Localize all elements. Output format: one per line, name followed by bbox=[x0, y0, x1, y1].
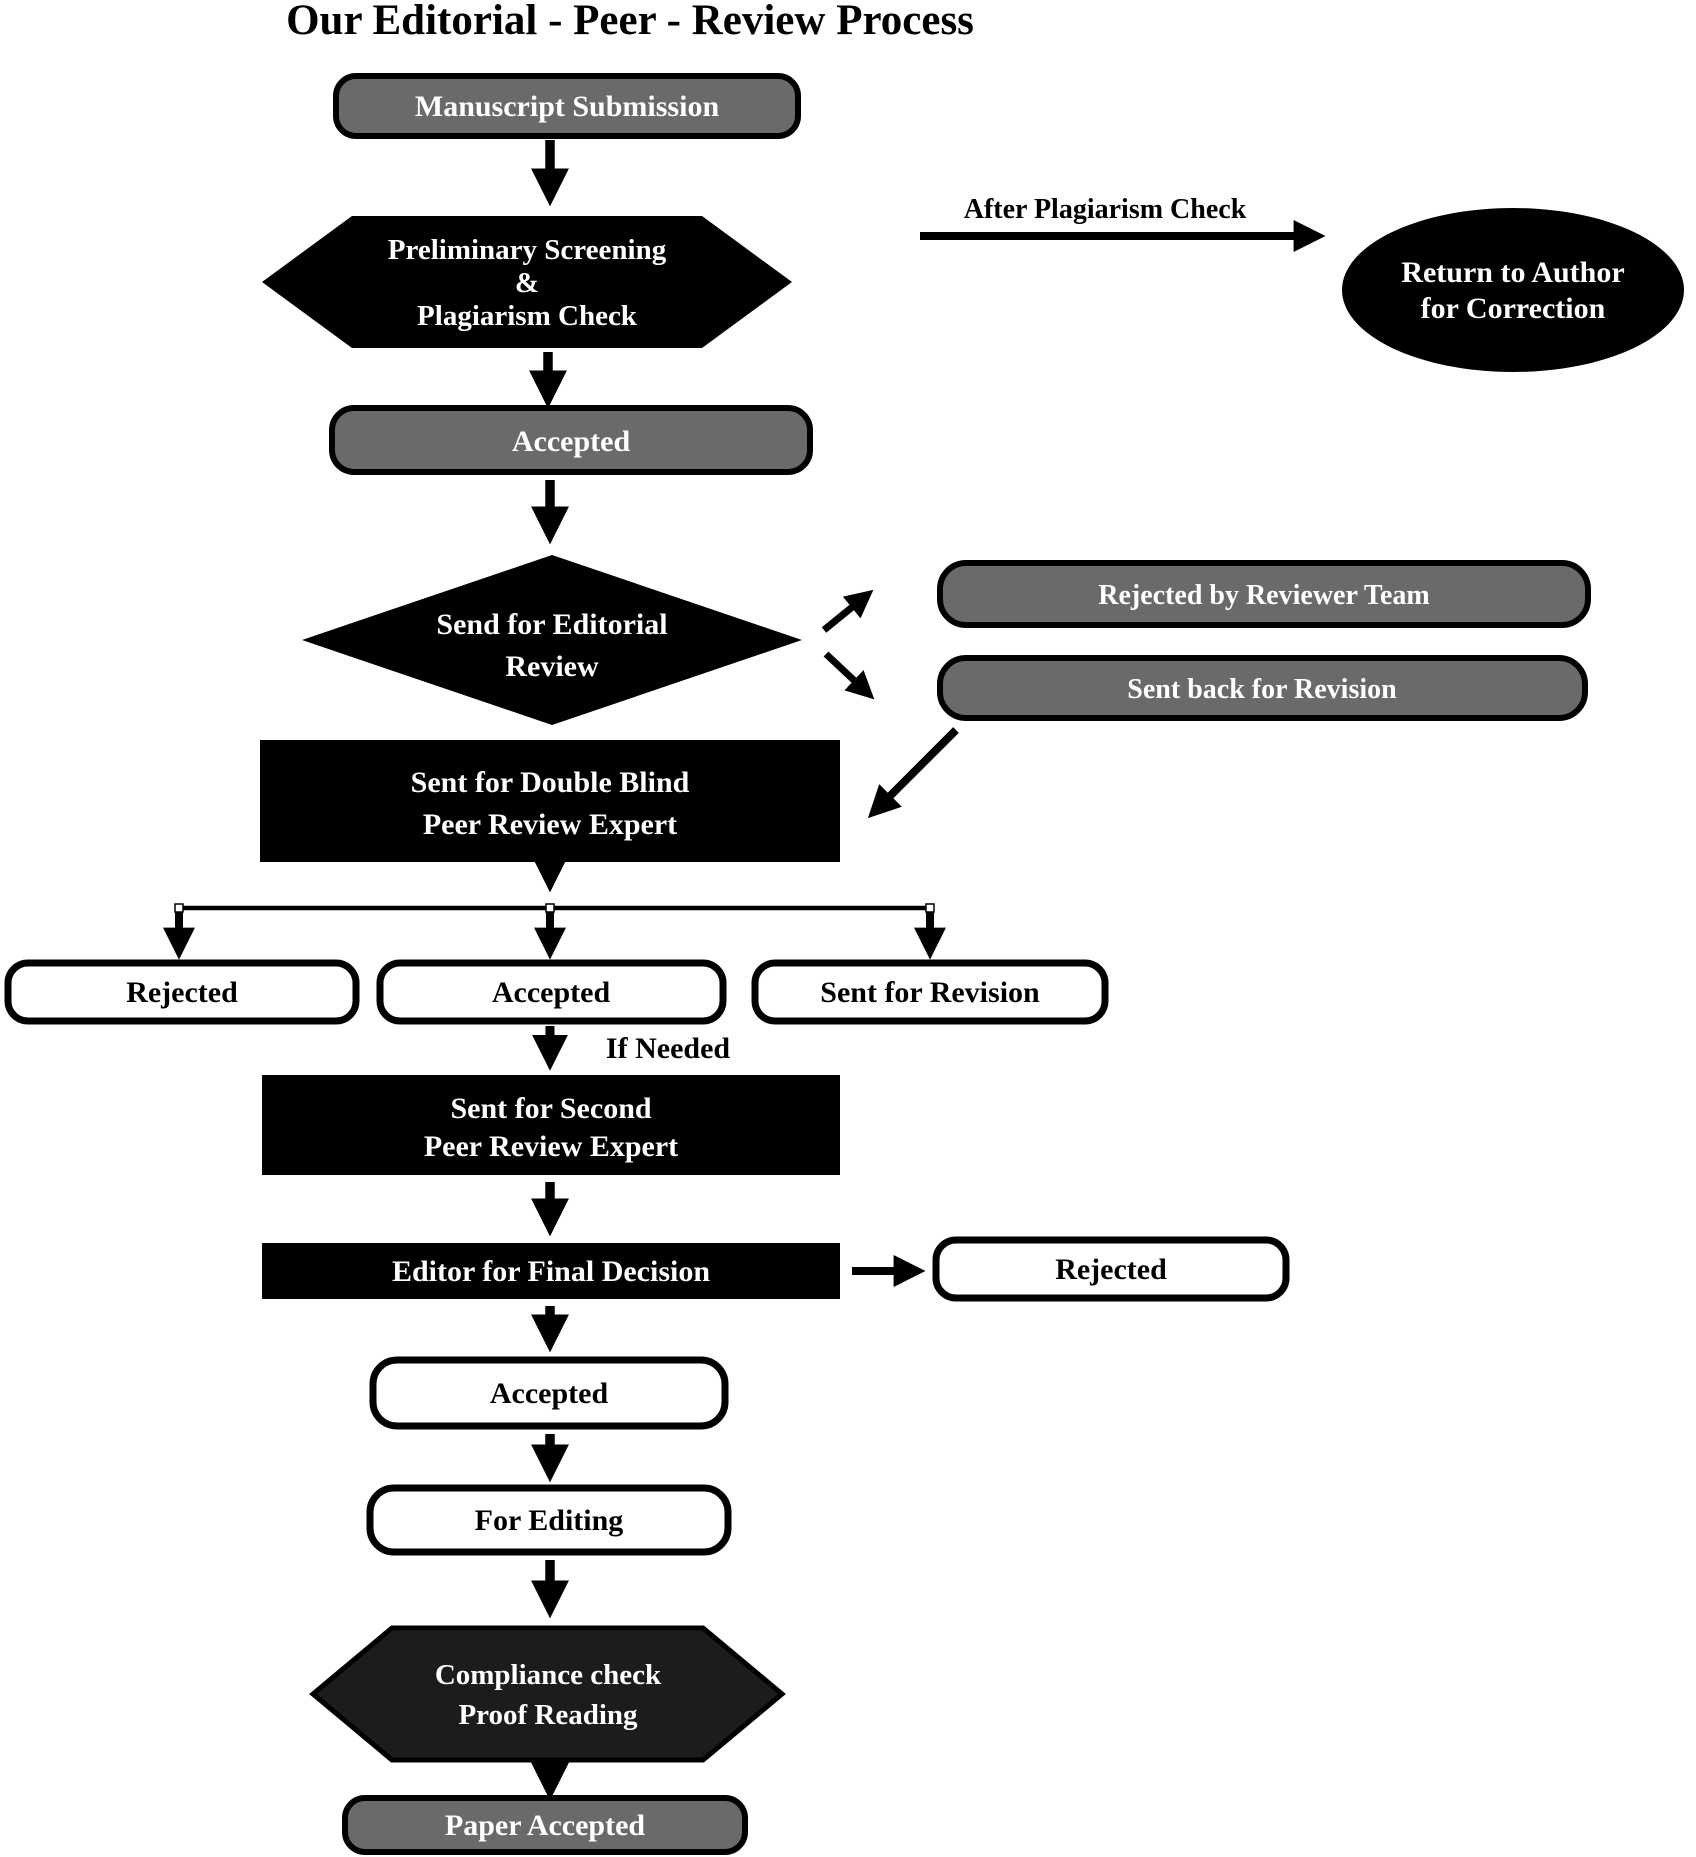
rejected-peer-label: Rejected bbox=[126, 976, 238, 1009]
double-blind-line2: Peer Review Expert bbox=[422, 808, 678, 841]
node-rejected-after-peer-review bbox=[8, 963, 356, 1021]
sent-for-revision-label: Sent for Revision bbox=[820, 976, 1040, 1009]
node-rejected-final bbox=[936, 1240, 1286, 1298]
node-manuscript-submission bbox=[336, 76, 798, 136]
rejected-by-reviewer-team-label: Rejected by Reviewer Team bbox=[1098, 580, 1430, 611]
second-peer-review-line1: Sent for Second bbox=[450, 1092, 652, 1125]
return-to-author-line1: Return to Author bbox=[1401, 256, 1625, 289]
editorial-review-line1: Send for Editorial bbox=[436, 608, 668, 641]
preliminary-screening-line1: Preliminary Screening bbox=[387, 234, 667, 266]
node-accepted-final bbox=[373, 1360, 725, 1426]
rejected-final-label: Rejected bbox=[1055, 1253, 1167, 1286]
after-plagiarism-check-label: After Plagiarism Check bbox=[963, 194, 1247, 225]
accepted-screening-label: Accepted bbox=[511, 425, 631, 458]
compliance-check-hexagon bbox=[313, 1628, 782, 1760]
preliminary-screening-line3: Plagiarism Check bbox=[417, 300, 637, 332]
accepted-peer-label: Accepted bbox=[491, 976, 611, 1009]
paper-accepted-label: Paper Accepted bbox=[444, 1809, 646, 1842]
second-peer-review-line2: Peer Review Expert bbox=[423, 1130, 679, 1163]
manuscript-submission-label: Manuscript Submission bbox=[414, 90, 720, 123]
double-blind-box bbox=[260, 740, 840, 862]
accepted-final-label: Accepted bbox=[489, 1377, 609, 1410]
arrow-diamond-to-rejected-team bbox=[824, 604, 856, 630]
split-anchor-left bbox=[175, 904, 183, 912]
editor-final-decision-label: Editor for Final Decision bbox=[391, 1255, 711, 1288]
sent-back-for-revision-label: Sent back for Revision bbox=[1127, 674, 1397, 705]
node-return-to-author bbox=[1342, 208, 1684, 372]
arrow-sent-back-to-double-blind bbox=[886, 730, 956, 800]
editorial-review-line2: Review bbox=[505, 650, 599, 683]
preliminary-screening-line2: & bbox=[514, 267, 540, 299]
node-double-blind-peer-review bbox=[260, 740, 840, 862]
node-send-for-editorial-review bbox=[302, 555, 802, 725]
node-preliminary-screening bbox=[262, 216, 792, 348]
arrow-diamond-to-sent-back bbox=[826, 654, 858, 684]
split-anchor-right bbox=[926, 904, 934, 912]
node-accepted-after-screening bbox=[332, 408, 810, 472]
node-accepted-after-peer-review bbox=[380, 963, 723, 1021]
compliance-check-line1: Compliance check bbox=[434, 1659, 662, 1691]
for-editing-label: For Editing bbox=[474, 1504, 624, 1537]
node-sent-for-revision bbox=[755, 963, 1105, 1021]
return-to-author-ellipse bbox=[1342, 208, 1684, 372]
return-to-author-line2: for Correction bbox=[1420, 292, 1606, 325]
node-sent-back-for-revision bbox=[940, 658, 1585, 718]
compliance-check-line2: Proof Reading bbox=[458, 1699, 638, 1731]
node-paper-accepted bbox=[345, 1798, 745, 1852]
node-rejected-by-reviewer-team bbox=[940, 563, 1588, 625]
node-second-peer-review bbox=[262, 1075, 840, 1175]
node-editor-final-decision bbox=[262, 1243, 840, 1299]
node-compliance-check bbox=[313, 1628, 782, 1760]
page-title: Our Editorial - Peer - Review Process bbox=[286, 0, 974, 44]
double-blind-line1: Sent for Double Blind bbox=[410, 766, 690, 799]
split-anchor-center bbox=[546, 904, 554, 912]
if-needed-label: If Needed bbox=[605, 1032, 731, 1065]
node-for-editing bbox=[370, 1488, 728, 1552]
